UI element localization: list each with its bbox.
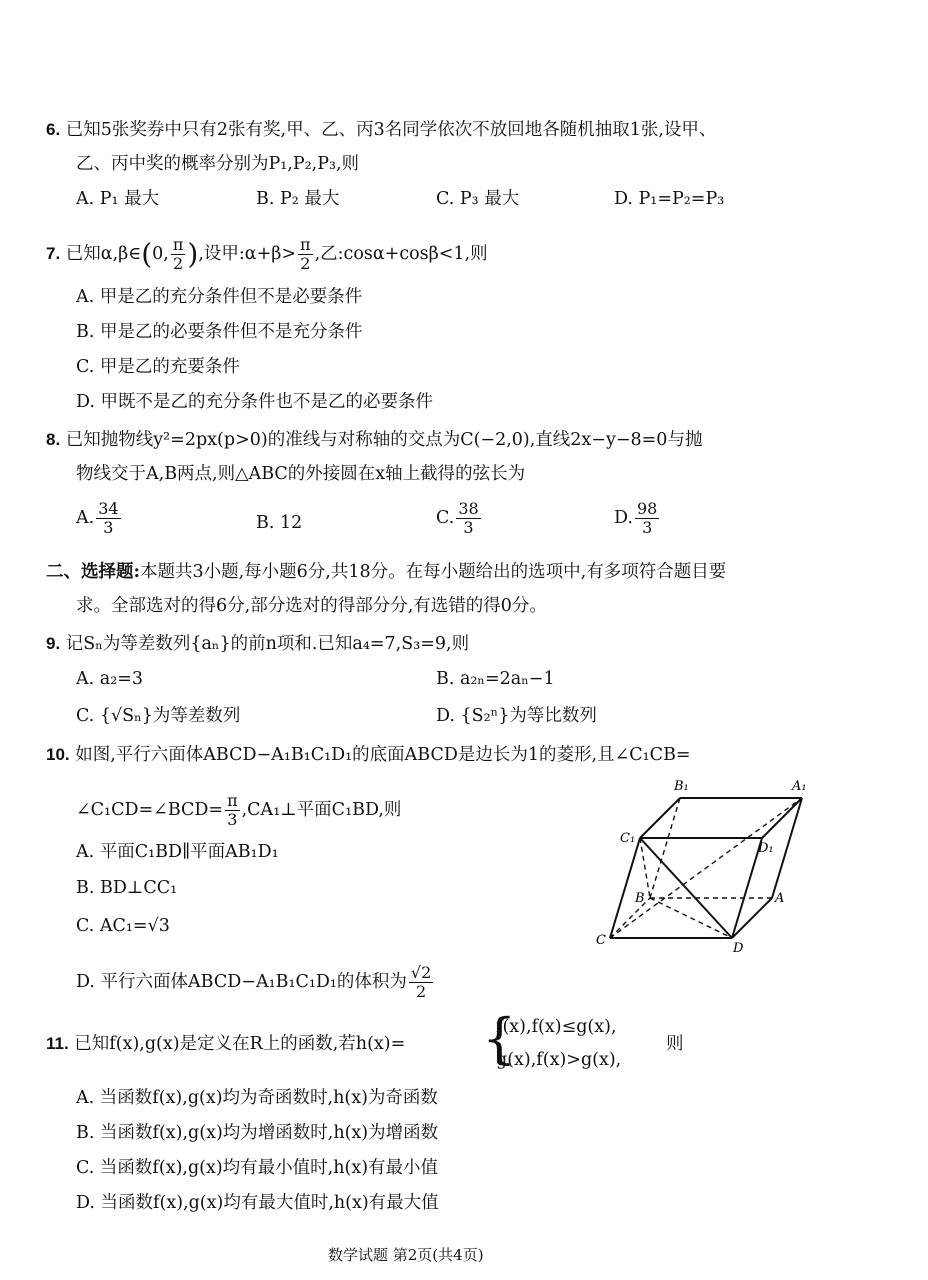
q10-parallelepiped-figure — [590, 770, 820, 955]
q8-stem-line1: 8. 已知抛物线y²=2px(p>0)的准线与对称轴的交点为C(−2,0),直线2x−y−8=0与抛 — [46, 430, 703, 450]
q6-stem-line2: 乙、丙中奖的概率分别为P₁,P₂,P₃,则 — [76, 154, 360, 174]
q8-number: 8. — [46, 430, 61, 449]
page-footer: 数学试题 第2页(共4页) — [328, 1246, 484, 1264]
q6-option-c: C. P₃ 最大 — [436, 189, 520, 209]
q10-option-d: D. 平行六面体ABCD−A₁B₁C₁D₁的体积为 $\frac{√2}{2}$ — [76, 963, 432, 1001]
label-C: C — [596, 933, 606, 948]
q11-option-b: B. 当函数f(x),g(x)均为增函数时,h(x)为增函数 — [76, 1123, 439, 1143]
q11-stem: 11. 已知f(x),g(x)是定义在R上的函数,若h(x)= — [46, 1034, 406, 1054]
q8-option-a: A. $\frac{34}{3}$ — [76, 499, 119, 537]
q11-number: 11. — [46, 1034, 69, 1053]
q8-option-d: D. $\frac{98}{3}$ — [614, 499, 658, 537]
q11-option-c: C. 当函数f(x),g(x)均有最小值时,h(x)有最小值 — [76, 1158, 439, 1178]
q7-stem: 7. 已知α,β∈(0, $\frac{\pi}{2}$ ),设甲:α+β> $\frac{\pi}{2}$ ,乙:cosα+cosβ<1,则 — [46, 235, 488, 273]
q10-stem-line1: 10. 如图,平行六面体ABCD−A₁B₁C₁D₁的底面ABCD是边长为1的菱形,且∠C₁CB= — [46, 745, 691, 765]
q10-option-b: B. BD⊥CC₁ — [76, 878, 178, 898]
q9-option-c: C. {√Sₙ}为等差数列 — [76, 706, 241, 726]
section2-heading: 二、选择题: — [46, 562, 140, 582]
q6-option-b: B. P₂ 最大 — [256, 189, 340, 209]
q7-option-b: B. 甲是乙的必要条件但不是充分条件 — [76, 322, 363, 342]
q11-case2: g(x),f(x)>g(x), — [496, 1050, 622, 1070]
q10-stem-line2: ∠C₁CD=∠BCD= $\frac{\pi}{3}$ ,CA₁⊥平面C₁BD,则 — [76, 791, 402, 829]
q10-option-a: A. 平面C₁BD∥平面AB₁D₁ — [76, 842, 279, 862]
q10-number: 10. — [46, 745, 70, 764]
q6-stem-line1: 6. 已知5张奖券中只有2张有奖,甲、乙、丙3名同学依次不放回地各随机抽取1张,设甲、 — [46, 120, 717, 140]
q6-number: 6. — [46, 120, 61, 139]
label-A1: A₁ — [792, 779, 807, 794]
label-B1: B₁ — [674, 779, 689, 794]
label-B: B — [635, 891, 645, 906]
q7-pi-over-2b: $\frac{\pi}{2}$ — [300, 235, 311, 273]
q7-number: 7. — [46, 244, 61, 263]
q9-option-d: D. {S₂ⁿ}为等比数列 — [436, 706, 597, 726]
q7-option-c: C. 甲是乙的充要条件 — [76, 357, 240, 377]
q9-option-a: A. a₂=3 — [76, 669, 144, 689]
q8-stem-line2: 物线交于A,B两点,则△ABC的外接圆在x轴上截得的弦长为 — [76, 464, 526, 484]
section2-line2: 求。全部选对的得6分,部分选对的得部分分,有选错的得0分。 — [76, 596, 547, 616]
q7-pi-over-2: $\frac{\pi}{2}$ — [172, 235, 184, 273]
hidden-B-D — [650, 898, 732, 938]
section2-heading-line1: 二、选择题:本题共3小题,每小题6分,共18分。在每小题给出的选项中,有多项符合题目要 — [46, 562, 727, 582]
diag-C1-D — [640, 838, 732, 938]
q7-option-d: D. 甲既不是乙的充分条件也不是乙的必要条件 — [76, 392, 434, 412]
label-A: A — [775, 891, 785, 906]
q8-option-c: C. $\frac{38}{3}$ — [436, 499, 479, 537]
q11-option-d: D. 当函数f(x),g(x)均有最大值时,h(x)有最大值 — [76, 1193, 439, 1213]
q7-option-a: A. 甲是乙的充分条件但不是必要条件 — [76, 287, 363, 307]
q10-option-c: C. AC₁=√3 — [76, 916, 170, 936]
q11-brace: { — [482, 1007, 517, 1070]
label-D1: D₁ — [758, 841, 774, 856]
q6-option-a: A. P₁ 最大 — [76, 189, 160, 209]
q11-then: 则 — [666, 1034, 684, 1054]
q8-option-b: B. 12 — [256, 513, 303, 533]
q9-option-b: B. a₂ₙ=2aₙ−1 — [436, 669, 555, 689]
label-C1: C₁ — [620, 831, 636, 846]
label-D: D — [733, 941, 744, 955]
q11-case1: f(x),f(x)≤g(x), — [496, 1017, 617, 1037]
q11-option-a: A. 当函数f(x),g(x)均为奇函数时,h(x)为奇函数 — [76, 1088, 438, 1108]
q9-stem: 9. 记Sₙ为等差数列{aₙ}的前n项和.已知a₄=7,S₃=9,则 — [46, 634, 470, 654]
q6-option-d: D. P₁=P₂=P₃ — [614, 189, 725, 209]
hidden-C-A1 — [610, 798, 802, 938]
q9-number: 9. — [46, 634, 61, 653]
